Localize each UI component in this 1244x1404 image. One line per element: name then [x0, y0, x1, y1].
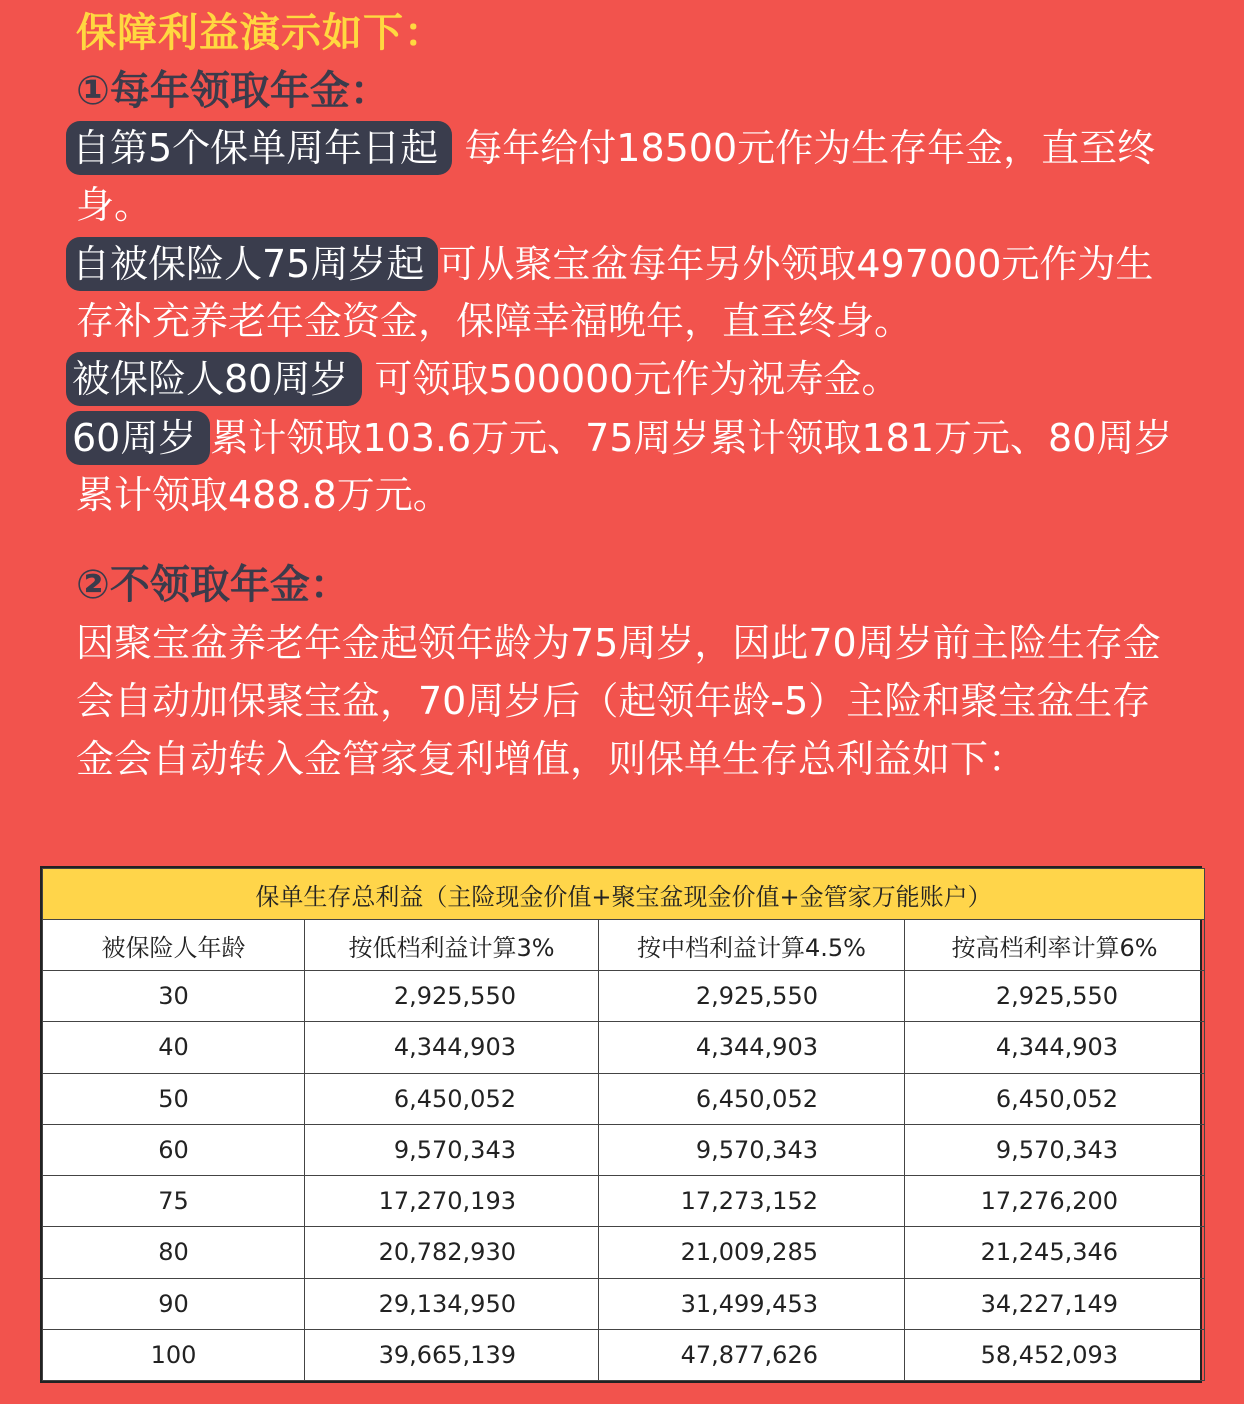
table-cell-age: 75	[43, 1176, 305, 1227]
table-cell-value: 9,570,343	[599, 1124, 905, 1175]
table-cell-value: 9,570,343	[305, 1124, 599, 1175]
table-cell-value: 17,270,193	[305, 1176, 599, 1227]
benefit-item-3-highlight: 被保险人80周岁	[66, 352, 362, 406]
benefit-item-1	[72, 120, 1176, 234]
table-cell-value: 34,227,149	[905, 1278, 1205, 1329]
benefit-item-1-text: 每年给付18500元作为生存年金，直至终身。	[76, 126, 1156, 227]
column-header-mid: 按中档利益计算4.5%	[599, 920, 905, 971]
benefit-item-3-text: 可领取500000元作为祝寿金。	[362, 357, 900, 401]
benefit-item-4	[72, 410, 1176, 524]
table-row	[43, 1278, 1205, 1329]
table-cell-value: 6,450,052	[599, 1073, 905, 1124]
table-row	[43, 1124, 1205, 1175]
benefit-item-2-highlight: 自被保险人75周岁起	[66, 237, 438, 291]
benefit-item-2	[72, 236, 1176, 350]
table-cell-value: 4,344,903	[599, 1022, 905, 1073]
table-row	[43, 1176, 1205, 1227]
table-row	[43, 1227, 1205, 1278]
table-cell-value: 17,273,152	[599, 1176, 905, 1227]
table-body	[43, 971, 1205, 1381]
table-cell-value: 20,782,930	[305, 1227, 599, 1278]
column-header-high: 按高档利率计算6%	[905, 920, 1205, 971]
benefit-item-1-highlight: 自第5个保单周年日起	[66, 121, 452, 175]
table-row	[43, 1329, 1205, 1380]
table-cell-value: 4,344,903	[905, 1022, 1205, 1073]
table-cell-value: 17,276,200	[905, 1176, 1205, 1227]
benefit-item-4-highlight: 60周岁	[66, 411, 210, 465]
table-cell-value: 9,570,343	[905, 1124, 1205, 1175]
table-cell-value: 6,450,052	[905, 1073, 1205, 1124]
table-cell-value: 2,925,550	[305, 971, 599, 1022]
benefit-table	[40, 866, 1202, 1383]
benefit-item-4-text: 累计领取103.6万元、75周岁累计领取181万元、80周岁累计领取488.8万元。	[76, 416, 1173, 517]
section2-heading: ②不领取年金：	[76, 562, 350, 608]
table-row	[43, 1073, 1205, 1124]
column-header-low: 按低档利益计算3%	[305, 920, 599, 971]
table-cell-value: 6,450,052	[305, 1073, 599, 1124]
table-cell-age: 30	[43, 971, 305, 1022]
page-title: 保障利益演示如下：	[76, 10, 445, 56]
table-cell-age: 90	[43, 1278, 305, 1329]
table-cell-age: 100	[43, 1329, 305, 1380]
table-cell-value: 58,452,093	[905, 1329, 1205, 1380]
table-cell-value: 2,925,550	[905, 971, 1205, 1022]
table-cell-value: 21,245,346	[905, 1227, 1205, 1278]
table-row	[43, 971, 1205, 1022]
table-cell-value: 21,009,285	[599, 1227, 905, 1278]
table-cell-value: 47,877,626	[599, 1329, 905, 1380]
benefit-item-3	[72, 351, 1176, 408]
table-caption: 保单生存总利益（主险现金价值+聚宝盆现金价值+金管家万能账户）	[43, 869, 1205, 920]
table-cell-value: 4,344,903	[305, 1022, 599, 1073]
table-cell-value: 39,665,139	[305, 1329, 599, 1380]
table-cell-age: 50	[43, 1073, 305, 1124]
table-row	[43, 1022, 1205, 1073]
table-cell-age: 80	[43, 1227, 305, 1278]
table-cell-value: 29,134,950	[305, 1278, 599, 1329]
section1-heading: ①每年领取年金：	[76, 68, 390, 114]
column-header-age: 被保险人年龄	[43, 920, 305, 971]
table-cell-age: 40	[43, 1022, 305, 1073]
benefit-item-2-text: 可从聚宝盆每年另外领取497000元作为生存补充养老年金资金，保障幸福晚年，直至终身。	[76, 242, 1154, 343]
table-cell-value: 31,499,453	[599, 1278, 905, 1329]
table-cell-value: 2,925,550	[599, 971, 905, 1022]
table-cell-age: 60	[43, 1124, 305, 1175]
section2-text: 因聚宝盆养老年金起领年龄为75周岁，因此70周岁前主险生存金会自动加保聚宝盆，70周岁后（起领年龄-5）主险和聚宝盆生存金会自动转入金管家复利增值，则保单生存总利益如下：	[76, 621, 1161, 781]
